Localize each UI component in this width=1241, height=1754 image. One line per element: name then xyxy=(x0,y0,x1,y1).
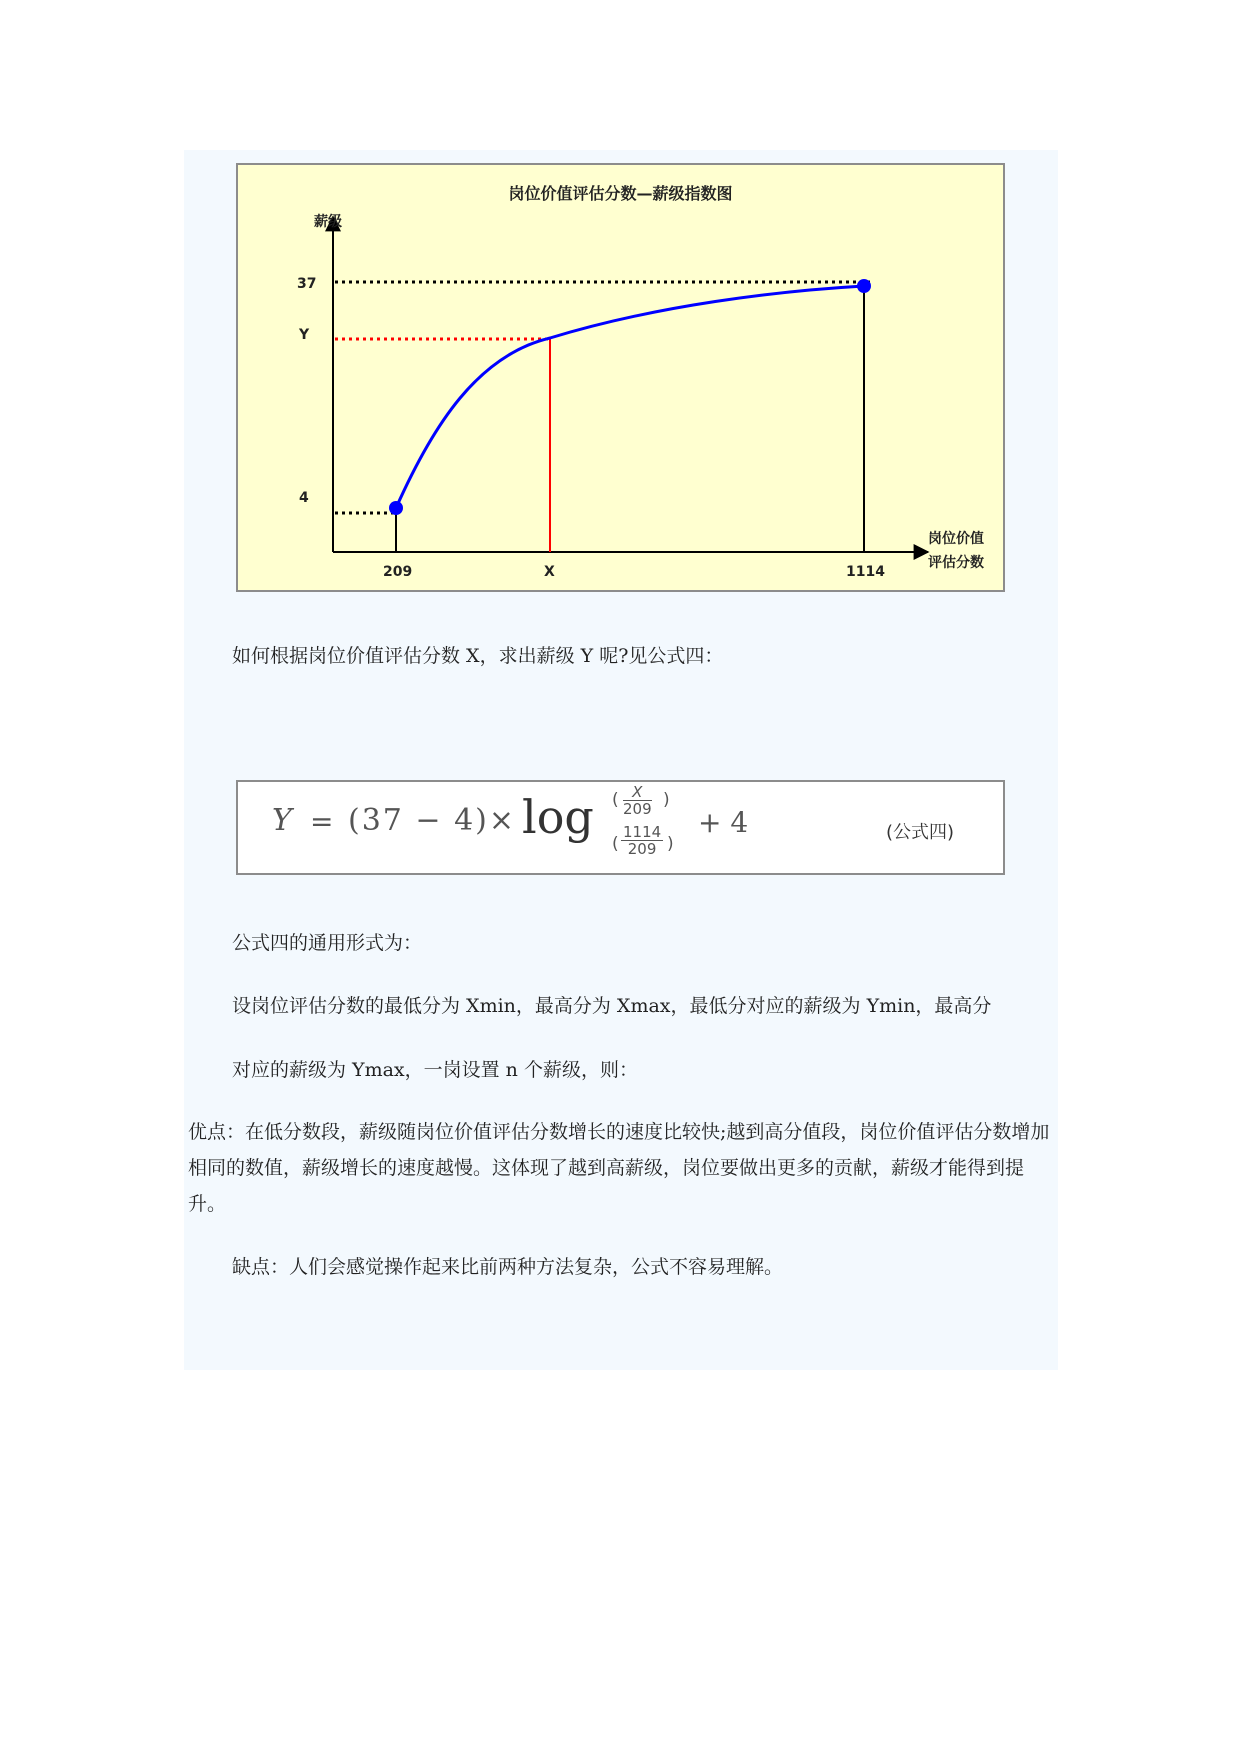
formula-y: Y xyxy=(272,803,292,838)
salary-grade-chart xyxy=(236,163,1005,592)
formula-bracket-close-top: ) xyxy=(663,790,670,810)
general-form-intro: 公式四的通用形式为： xyxy=(232,932,423,954)
formula-bracket-close-bottom: ) xyxy=(667,834,674,854)
disadvantages-paragraph: 缺点：人们会感觉操作起来比前两种方法复杂，公式不容易理解。 xyxy=(232,1256,784,1278)
formula-plus-four: + 4 xyxy=(698,806,749,839)
formula-numerator-fraction: $\frac{X}{209}$ xyxy=(623,783,652,818)
chart-title: 岗位价值评估分数—薪级指数图 xyxy=(508,184,733,203)
formula-log: log xyxy=(522,790,594,844)
point-start xyxy=(389,501,403,515)
chart-canvas xyxy=(238,165,1003,590)
formula-bracket-open-top: ( xyxy=(612,790,619,810)
formula-equals: = xyxy=(310,805,334,838)
formula-bracket-open-bottom: ( xyxy=(612,834,619,854)
formula-denominator-fraction: $\frac{1114}{209}$ xyxy=(623,823,662,858)
formula-four xyxy=(236,780,1005,875)
y-axis-label: 薪级 xyxy=(314,214,342,230)
growth-curve xyxy=(396,286,864,508)
general-form-line2: 对应的薪级为 Ymax，一岗设置 n 个薪级，则： xyxy=(232,1059,638,1081)
x-tick-x: X xyxy=(544,564,555,580)
x-tick-209: 209 xyxy=(383,564,413,580)
formula-factor: (37 − 4)× xyxy=(348,803,517,838)
point-end xyxy=(857,279,871,293)
advantages-paragraph: 优点：在低分数段，薪级随岗位价值评估分数增长的速度比较快;越到高分值段，岗位价值评估分数增加相同的数值，薪级增长的速度越慢。这体现了越到高薪级，岗位要做出更多的贡献，薪级才能得到提升。 xyxy=(188,1121,1050,1215)
general-form-line1: 设岗位评估分数的最低分为 Xmin，最高分为 Xmax，最低分对应的薪级为 Ymin，最高分 xyxy=(232,995,992,1017)
y-tick-37: 37 xyxy=(297,276,317,292)
formula-tag: (公式四) xyxy=(886,822,955,843)
x-tick-1114: 1114 xyxy=(846,564,885,580)
x-axis-label-line1: 岗位价值 xyxy=(928,531,984,547)
y-tick-y: Y xyxy=(299,327,310,343)
x-axis-label-line2: 评估分数 xyxy=(928,555,984,571)
y-tick-4: 4 xyxy=(299,490,309,506)
intro-paragraph: 如何根据岗位价值评估分数 X，求出薪级 Y 呢?见公式四： xyxy=(232,645,724,667)
